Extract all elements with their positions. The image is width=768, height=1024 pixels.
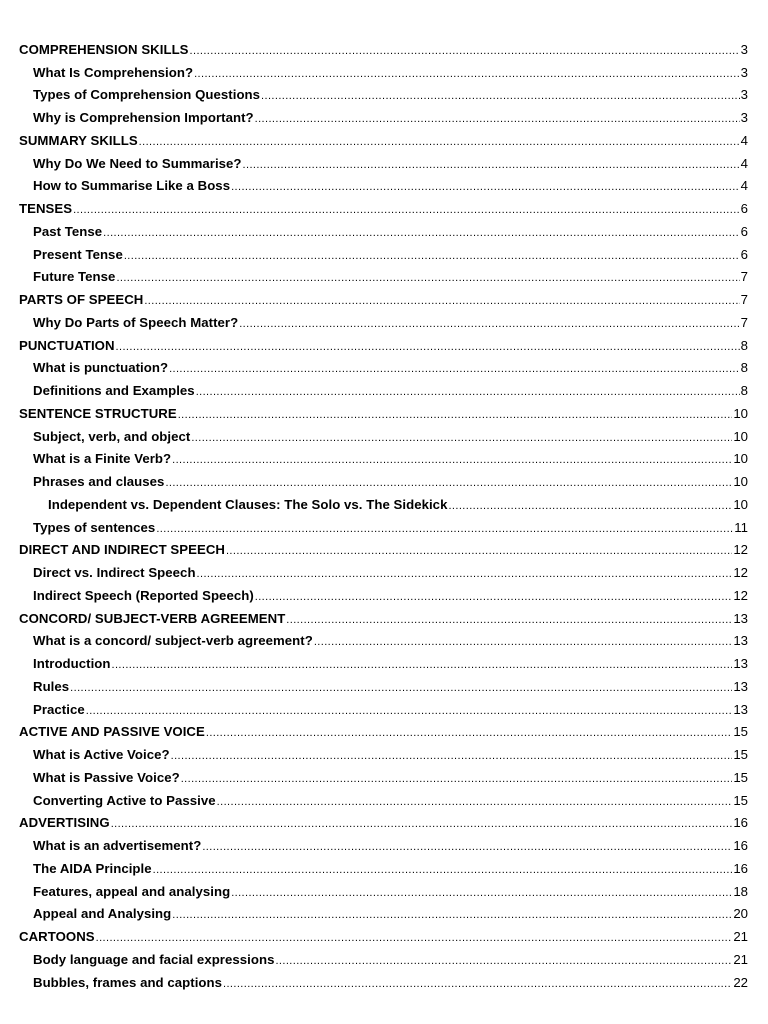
toc-dot-leader xyxy=(217,795,733,809)
toc-page-number[interactable]: 12 xyxy=(733,542,748,558)
toc-subsection-entry[interactable] xyxy=(0,105,768,128)
toc-page-number[interactable]: 4 xyxy=(740,178,748,194)
toc-page-number[interactable]: 20 xyxy=(733,906,748,922)
toc-page-number[interactable]: 10 xyxy=(733,474,748,489)
toc-entry-title[interactable]: Converting Active to Passive xyxy=(33,792,216,808)
toc-entry-title[interactable]: The AIDA Principle xyxy=(33,860,152,876)
toc-dot-leader xyxy=(191,431,732,445)
toc-entry-title[interactable]: CARTOONS xyxy=(19,929,95,944)
toc-entry-title[interactable]: Introduction xyxy=(33,656,111,671)
toc-page-number[interactable]: 22 xyxy=(733,974,748,990)
toc-subsection-entry[interactable] xyxy=(0,583,768,606)
toc-subsection-entry[interactable] xyxy=(0,697,768,720)
toc-entry-title[interactable]: PARTS OF SPEECH xyxy=(19,292,144,307)
toc-dot-leader xyxy=(255,590,733,604)
toc-dot-leader xyxy=(223,977,732,991)
toc-subsection-entry[interactable] xyxy=(0,174,768,197)
toc-page-number[interactable]: 6 xyxy=(740,246,748,262)
toc-subsection-entry[interactable] xyxy=(0,424,768,447)
toc-section-entry[interactable] xyxy=(0,37,768,60)
toc-entry-title[interactable]: Why Do We Need to Summarise? xyxy=(33,155,242,171)
toc-entry-title[interactable]: What Is Comprehension? xyxy=(33,64,194,80)
toc-subsection-entry[interactable] xyxy=(0,83,768,106)
toc-entry-title[interactable]: What is Active Voice? xyxy=(33,747,170,762)
toc-dot-leader xyxy=(206,726,732,740)
toc-page-number[interactable]: 6 xyxy=(740,201,748,216)
toc-subsection-entry[interactable] xyxy=(0,970,768,993)
toc-dot-leader xyxy=(194,67,740,81)
toc-page-number[interactable]: 3 xyxy=(740,110,748,125)
toc-entry-title[interactable]: Past Tense xyxy=(33,223,103,239)
toc-subsection-entry[interactable] xyxy=(0,833,768,856)
toc-page-number[interactable]: 10 xyxy=(733,405,748,421)
toc-dot-leader xyxy=(111,817,733,831)
toc-subsection-entry[interactable] xyxy=(0,879,768,902)
toc-entry-title[interactable]: What is an advertisement? xyxy=(33,838,202,853)
toc-section-entry[interactable] xyxy=(0,196,768,219)
toc-section-entry[interactable] xyxy=(0,333,768,356)
toc-page-number[interactable]: 12 xyxy=(733,587,748,603)
toc-dot-leader xyxy=(165,476,732,490)
toc-dot-leader xyxy=(169,362,740,376)
toc-entry-title[interactable]: SENTENCE STRUCTURE xyxy=(19,405,177,421)
toc-subsection-entry[interactable] xyxy=(0,856,768,879)
toc-page-number[interactable]: 10 xyxy=(733,451,748,467)
toc-page-number[interactable]: 21 xyxy=(733,951,748,967)
toc-dot-leader xyxy=(139,135,740,149)
toc-page-number[interactable]: 13 xyxy=(733,633,748,649)
toc-dot-leader xyxy=(86,704,733,718)
toc-subsection-entry[interactable] xyxy=(0,765,768,788)
toc-entry-title[interactable]: What is punctuation? xyxy=(33,360,169,376)
toc-section-entry[interactable] xyxy=(0,128,768,151)
toc-entry-title[interactable]: Future Tense xyxy=(33,269,116,285)
toc-page-number[interactable]: 8 xyxy=(740,383,748,398)
toc-page-number[interactable]: 11 xyxy=(734,519,748,535)
toc-page-number[interactable]: 16 xyxy=(733,815,748,831)
toc-entry-title[interactable]: What is a Finite Verb? xyxy=(33,451,172,467)
toc-dot-leader xyxy=(314,635,732,649)
toc-section-entry[interactable] xyxy=(0,606,768,629)
toc-section-entry[interactable] xyxy=(0,287,768,310)
toc-dot-leader xyxy=(448,499,732,513)
toc-subsection-entry[interactable] xyxy=(0,947,768,970)
toc-dot-leader xyxy=(226,544,732,558)
toc-page-number[interactable]: 4 xyxy=(740,132,748,148)
toc-section-entry[interactable] xyxy=(0,811,768,834)
toc-dot-leader xyxy=(172,908,732,922)
toc-entry-title[interactable]: How to Summarise Like a Boss xyxy=(33,178,231,194)
toc-dot-leader xyxy=(103,226,740,240)
toc-subsection-entry[interactable] xyxy=(0,515,768,538)
toc-page-number[interactable]: 13 xyxy=(733,656,748,671)
toc-dot-leader xyxy=(116,340,740,354)
toc-page-number[interactable]: 13 xyxy=(733,678,748,694)
toc-dot-leader xyxy=(231,180,740,194)
toc-dot-leader xyxy=(196,385,740,399)
toc-dot-leader xyxy=(255,112,740,126)
toc-dot-leader xyxy=(181,772,733,786)
toc-dot-leader xyxy=(261,89,740,103)
toc-dot-leader xyxy=(190,44,740,58)
toc-subsection-entry[interactable] xyxy=(0,629,768,652)
toc-page-number[interactable]: 10 xyxy=(733,428,748,444)
toc-dot-leader xyxy=(286,613,732,627)
toc-entry-title[interactable]: Types of Comprehension Questions xyxy=(33,87,261,103)
toc-entry-title[interactable]: What is a concord/ subject-verb agreement? xyxy=(33,633,313,649)
toc-entry-title[interactable]: SUMMARY SKILLS xyxy=(19,132,138,148)
toc-page-number[interactable]: 16 xyxy=(733,860,748,876)
toc-entry-title[interactable]: TENSES xyxy=(19,201,73,216)
toc-dot-leader xyxy=(96,931,733,945)
toc-subsection-entry[interactable] xyxy=(0,902,768,925)
toc-entry-title[interactable]: DIRECT AND INDIRECT SPEECH xyxy=(19,542,225,558)
toc-dot-leader xyxy=(124,249,740,263)
toc-subsection-entry[interactable] xyxy=(0,651,768,674)
toc-page-number[interactable]: 7 xyxy=(740,292,748,307)
toc-entry-title[interactable]: COMPREHENSION SKILLS xyxy=(19,41,189,57)
toc-entry-title[interactable]: Rules xyxy=(33,678,70,694)
toc-dot-leader xyxy=(202,840,732,854)
toc-dot-leader xyxy=(243,158,740,172)
toc-subsection-entry[interactable] xyxy=(0,310,768,333)
toc-page-number[interactable]: 15 xyxy=(733,747,748,762)
toc-page-number[interactable]: 4 xyxy=(740,155,748,171)
toc-section-entry[interactable] xyxy=(0,720,768,743)
toc-page-number[interactable]: 16 xyxy=(733,838,748,853)
toc-subsection-entry[interactable] xyxy=(0,674,768,697)
toc-dot-leader xyxy=(144,294,739,308)
toc-subsection-entry[interactable] xyxy=(0,788,768,811)
toc-entry-title[interactable]: Practice xyxy=(33,701,85,717)
toc-subsection-entry[interactable] xyxy=(0,378,768,401)
toc-page-number[interactable]: 13 xyxy=(733,701,748,717)
toc-entry-title[interactable]: Present Tense xyxy=(33,246,123,262)
toc-page-number[interactable]: 8 xyxy=(740,337,748,353)
toc-section-entry[interactable] xyxy=(0,538,768,561)
toc-entry-title[interactable]: Bubbles, frames and captions xyxy=(33,974,222,990)
toc-page-number[interactable]: 7 xyxy=(740,314,748,330)
toc-entry-title[interactable]: Why is Comprehension Important? xyxy=(33,110,254,125)
toc-subsection-entry[interactable] xyxy=(0,742,768,765)
toc-dot-leader xyxy=(116,271,739,285)
toc-subsection-entry[interactable] xyxy=(0,60,768,83)
toc-entry-title[interactable]: Types of sentences xyxy=(33,519,156,535)
toc-page-number[interactable]: 15 xyxy=(733,792,748,808)
toc-subsection-entry[interactable] xyxy=(0,265,768,288)
toc-dot-leader xyxy=(70,681,732,695)
toc-entry-title[interactable]: Features, appeal and analysing xyxy=(33,883,231,899)
toc-section-entry[interactable] xyxy=(0,401,768,424)
toc-entry-title[interactable]: Subject, verb, and object xyxy=(33,428,191,444)
toc-page-number[interactable]: 18 xyxy=(733,883,748,899)
toc-page-number[interactable]: 6 xyxy=(740,223,748,239)
toc-page-number[interactable]: 12 xyxy=(733,565,748,580)
toc-dot-leader xyxy=(171,749,733,763)
toc-subsection-entry[interactable] xyxy=(0,560,768,583)
toc-dot-leader xyxy=(239,317,739,331)
toc-page-number[interactable]: 10 xyxy=(733,496,748,512)
toc-subsection-entry[interactable] xyxy=(0,447,768,470)
toc-subsection-entry[interactable] xyxy=(0,151,768,174)
toc-dot-leader xyxy=(156,522,733,536)
toc-entry-title[interactable]: Why Do Parts of Speech Matter? xyxy=(33,314,239,330)
toc-page-number[interactable]: 21 xyxy=(733,929,748,944)
toc-page-number[interactable]: 13 xyxy=(733,610,748,626)
toc-page-number[interactable]: 3 xyxy=(740,87,748,103)
toc-entry-title[interactable]: CONCORD/ SUBJECT-VERB AGREEMENT xyxy=(19,610,286,626)
toc-dot-leader xyxy=(153,863,733,877)
toc-entry-title[interactable]: Independent vs. Dependent Clauses: The Solo vs. The Sidekick xyxy=(48,496,448,512)
toc-subsection-entry[interactable] xyxy=(0,219,768,242)
toc-dot-leader xyxy=(275,954,732,968)
toc-dot-leader xyxy=(172,453,732,467)
toc-entry-title[interactable]: PUNCTUATION xyxy=(19,337,115,353)
toc-entry-title[interactable]: What is Passive Voice? xyxy=(33,769,180,785)
toc-subsection-entry[interactable] xyxy=(0,242,768,265)
toc-dot-leader xyxy=(231,886,732,900)
toc-dot-leader xyxy=(178,408,733,422)
toc-entry-title[interactable]: ACTIVE AND PASSIVE VOICE xyxy=(19,724,205,740)
toc-page-number[interactable]: 8 xyxy=(740,360,748,376)
toc-entry-title[interactable]: Direct vs. Indirect Speech xyxy=(33,565,196,580)
toc-dot-leader xyxy=(112,658,733,672)
toc-entry-title[interactable]: Indirect Speech (Reported Speech) xyxy=(33,587,254,603)
toc-entry-title[interactable]: Appeal and Analysing xyxy=(33,906,172,922)
table-of-contents xyxy=(0,37,768,993)
toc-page-number[interactable]: 3 xyxy=(740,41,748,57)
toc-page-number[interactable]: 15 xyxy=(733,769,748,785)
toc-page-number[interactable]: 3 xyxy=(740,64,748,80)
toc-subsection-entry[interactable] xyxy=(0,469,768,492)
toc-section-entry[interactable] xyxy=(0,924,768,947)
toc-subsection-entry[interactable] xyxy=(0,492,768,515)
toc-dot-leader xyxy=(73,203,740,217)
toc-entry-title[interactable]: Body language and facial expressions xyxy=(33,951,275,967)
toc-entry-title[interactable]: Phrases and clauses xyxy=(33,474,165,489)
toc-page-number[interactable]: 7 xyxy=(740,269,748,285)
toc-entry-title[interactable]: Definitions and Examples xyxy=(33,383,195,398)
toc-dot-leader xyxy=(197,567,733,581)
toc-subsection-entry[interactable] xyxy=(0,356,768,379)
toc-page-number[interactable]: 15 xyxy=(733,724,748,740)
toc-entry-title[interactable]: ADVERTISING xyxy=(19,815,110,831)
